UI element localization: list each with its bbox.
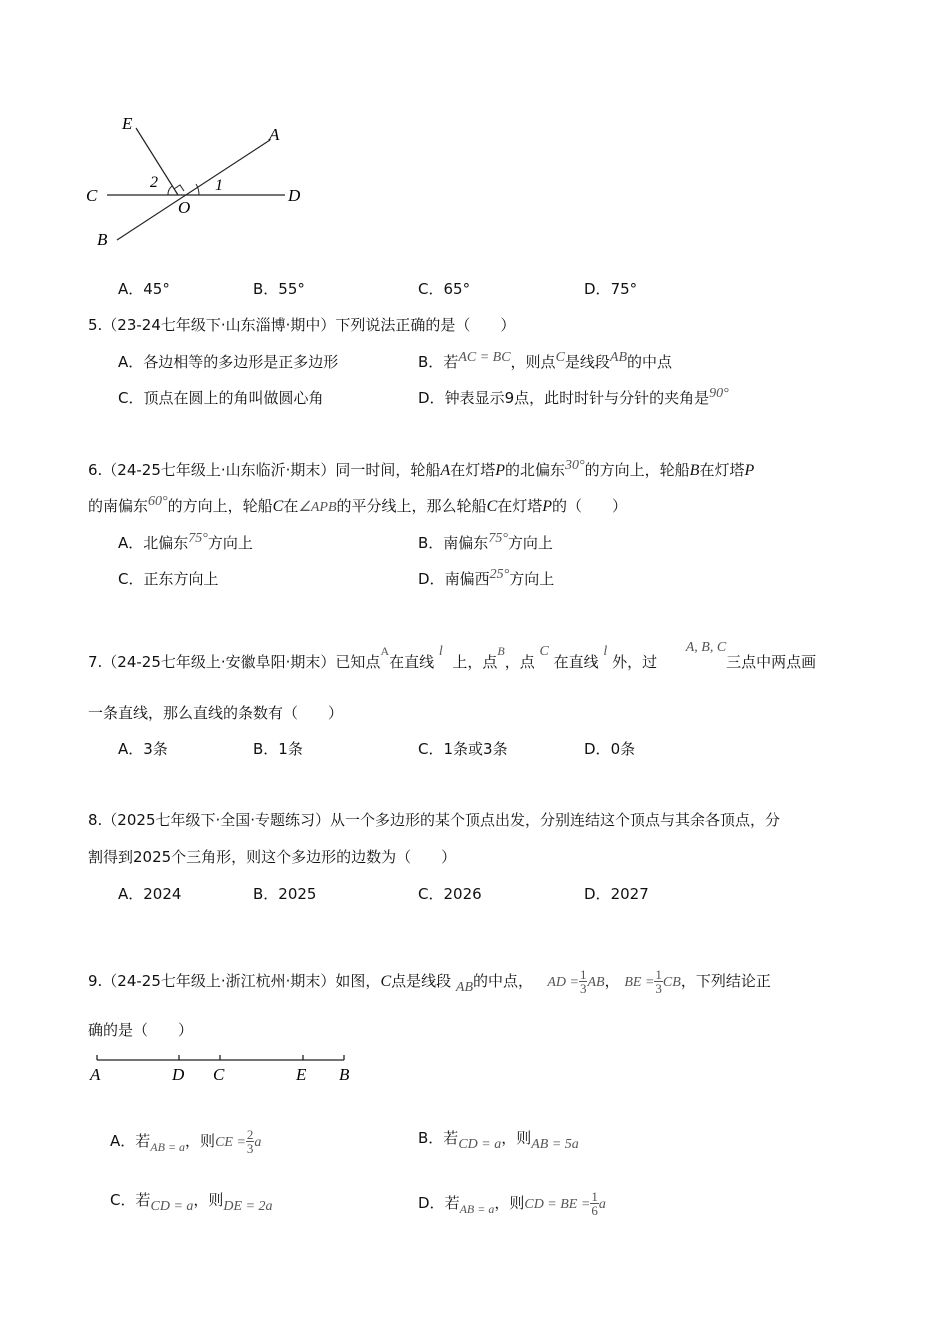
q9-option-a[interactable]: A．若$_{AB = a}$，则CE = $\frac{2}{3}$ a xyxy=(110,1127,262,1156)
q5-option-c[interactable] xyxy=(118,388,324,408)
label-O: O xyxy=(178,198,191,217)
q7-option-d[interactable]: D．0条 xyxy=(584,740,636,758)
option-text: 55° xyxy=(278,280,305,298)
option-text: 75° xyxy=(610,280,638,298)
option-letter: B． xyxy=(253,280,279,298)
label-B: B xyxy=(97,230,108,249)
label-D: D xyxy=(172,1065,185,1084)
q5-stem: 5.（23-24七年级下·山东淄博·期中）下列说法正确的是（ ） xyxy=(88,316,516,334)
q6-stem-line2: 的南偏东60°的方向上，轮船C在∠APB的平分线上，那么轮船C在灯塔P的（ ） xyxy=(88,494,628,515)
option-text: 的中点 xyxy=(627,353,673,371)
q9-option-d[interactable]: D．若$_{AB = a}$，则CD = BE = $\frac{1}{6}$ a xyxy=(418,1189,606,1218)
q9-option-c[interactable]: C．若CD = a，则DE = 2a xyxy=(110,1191,273,1214)
option-text: 各边相等的多边形是正多边形 xyxy=(143,353,339,371)
q7-option-c[interactable]: C．1条或3条 xyxy=(418,740,508,758)
angle-2-arc xyxy=(168,186,172,195)
q4-option-d[interactable] xyxy=(584,279,637,299)
option-letter: A． xyxy=(118,353,144,371)
label-C: C xyxy=(86,186,98,205)
option-text: 钟表显示9点，此时时针与分针的夹角是 xyxy=(444,389,710,407)
option-text: 若 xyxy=(443,353,459,371)
q6-option-c[interactable]: C．正东方向上 xyxy=(118,570,219,588)
line-AB xyxy=(117,140,270,240)
q6-option-b[interactable]: B．南偏东75°方向上 xyxy=(418,531,553,552)
q4-option-a[interactable] xyxy=(118,279,170,299)
angle-1-arc xyxy=(196,184,199,195)
option-text: 顶点在圆上的角叫做圆心角 xyxy=(143,389,324,407)
q8-option-d[interactable]: D．2027 xyxy=(584,885,649,903)
option-letter: D． xyxy=(418,389,445,407)
label-A: A xyxy=(90,1065,101,1084)
option-text: 65° xyxy=(443,280,471,298)
label-C: C xyxy=(213,1065,225,1084)
option-letter: C． xyxy=(418,280,444,298)
math-expr: 90° xyxy=(709,386,729,401)
option-text: ，则点 xyxy=(510,353,556,371)
segment-figure xyxy=(85,1052,365,1088)
q8-option-a[interactable]: A．2024 xyxy=(118,885,182,903)
q8-option-b[interactable]: B．2025 xyxy=(253,885,317,903)
option-letter: B． xyxy=(418,353,444,371)
label-E: E xyxy=(296,1065,307,1084)
q5-option-a[interactable] xyxy=(118,352,338,372)
q7-stem-line1: 7.（24-25七年级上·安徽阜阳·期末）已知点$^A$在直线 l 上，点$^B$，点 C 在直线 l 外，过 A, B, C三点中两点画 xyxy=(88,640,817,671)
label-B: B xyxy=(339,1065,350,1084)
q7-option-b[interactable]: B．1条 xyxy=(253,740,303,758)
q4-option-c[interactable] xyxy=(418,279,470,299)
option-letter: C． xyxy=(118,389,144,407)
label-A: A xyxy=(269,125,280,144)
option-text: 是线段 xyxy=(564,353,610,371)
q6-option-a[interactable]: A．北偏东75°方向上 xyxy=(118,531,253,552)
option-letter: D． xyxy=(584,280,611,298)
q8-stem-line1: 8.（2025七年级下·全国·专题练习）从一个多边形的某个顶点出发，分别连结这个顶点与其余各顶点，分 xyxy=(88,811,781,829)
q9-stem-line2: 确的是（ ） xyxy=(88,1021,194,1039)
q6-stem-line1: 6.（24-25七年级上·山东临沂·期末）同一时间，轮船A在灯塔P的北偏东30°的方向上，轮船B在灯塔P xyxy=(88,458,755,479)
option-letter: A． xyxy=(118,280,144,298)
option-text: 45° xyxy=(143,280,170,298)
angle-figure xyxy=(80,105,320,255)
label-E: E xyxy=(122,114,133,133)
math-expr: C xyxy=(555,350,565,365)
label-D: D xyxy=(288,186,301,205)
math-expr: AB xyxy=(609,350,628,365)
q9-option-b[interactable]: B．若CD = a，则AB = 5a xyxy=(418,1129,579,1152)
q9-stem-line1: 9.（24-25七年级上·浙江杭州·期末）如图，C点是线段 AB的中点， AD = $\frac{1}{3}$ AB， BE = $\frac{1}{3}$ CB，下列结论正 xyxy=(88,967,771,996)
q8-option-c[interactable]: C．2026 xyxy=(418,885,482,903)
q5-option-d[interactable] xyxy=(418,388,729,410)
q4-option-b[interactable] xyxy=(253,279,305,299)
q8-stem-line2: 割得到2025个三角形，则这个多边形的边数为（ ） xyxy=(88,848,457,866)
math-expr: AC = BC xyxy=(458,350,511,365)
q5-option-b[interactable] xyxy=(418,352,672,374)
q7-stem-line2: 一条直线，那么直线的条数有（ ） xyxy=(88,704,344,722)
q6-option-d[interactable]: D．南偏西25°方向上 xyxy=(418,567,555,588)
label-angle-1: 1 xyxy=(215,177,223,194)
q7-option-a[interactable]: A．3条 xyxy=(118,740,168,758)
label-angle-2: 2 xyxy=(150,174,158,191)
